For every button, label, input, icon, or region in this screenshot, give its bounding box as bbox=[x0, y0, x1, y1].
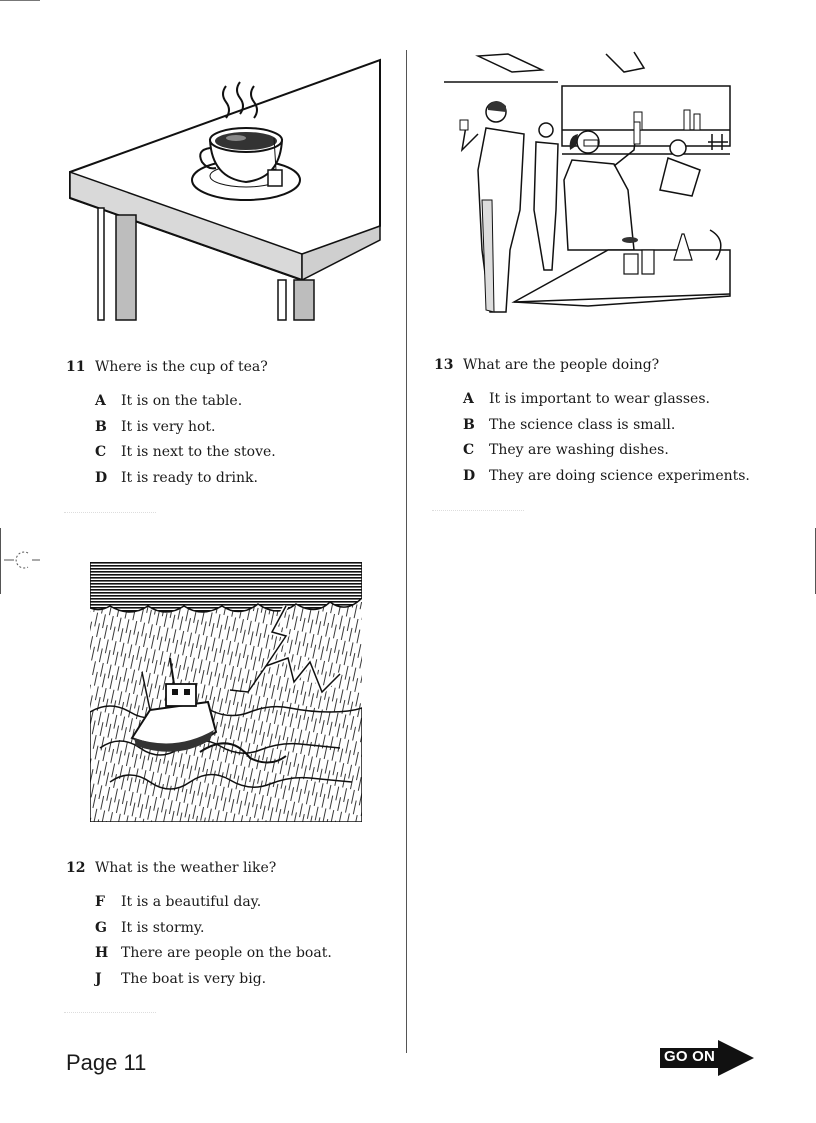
choice-text: It is stormy. bbox=[121, 920, 205, 936]
choice-text: They are doing science experiments. bbox=[489, 468, 750, 484]
choice-letter: B bbox=[463, 417, 475, 433]
faint-rule bbox=[432, 510, 524, 512]
choice-letter: J bbox=[95, 971, 102, 987]
choice-text: They are washing dishes. bbox=[489, 442, 669, 458]
tea-cup-illustration bbox=[66, 58, 384, 322]
question-prompt: What is the weather like? bbox=[95, 860, 277, 876]
question-number: 12 bbox=[66, 860, 86, 876]
choice-text: There are people on the boat. bbox=[121, 945, 332, 961]
choice-text: It is next to the stove. bbox=[121, 444, 276, 460]
go-on-label: GO ON bbox=[664, 1048, 716, 1065]
choice-letter: D bbox=[463, 468, 476, 484]
choice-text: It is important to wear glasses. bbox=[489, 391, 710, 407]
question-prompt: What are the people doing? bbox=[463, 357, 660, 373]
registration-mark bbox=[4, 548, 40, 572]
choice-letter: B bbox=[95, 419, 107, 435]
page-number: Page 11 bbox=[66, 1050, 147, 1075]
choice-letter: A bbox=[95, 393, 106, 409]
choice-letter: C bbox=[463, 442, 475, 458]
science-lab-illustration bbox=[438, 50, 732, 322]
choice-letter: F bbox=[95, 894, 105, 910]
choice-text: It is on the table. bbox=[121, 393, 243, 409]
choice-text: It is ready to drink. bbox=[121, 470, 258, 486]
choice-letter: D bbox=[95, 470, 108, 486]
faint-rule bbox=[64, 1012, 156, 1014]
question-number: 11 bbox=[66, 359, 86, 375]
corner-crop-mark bbox=[0, 0, 40, 1]
choice-letter: G bbox=[95, 920, 107, 936]
choice-text: The boat is very big. bbox=[121, 971, 267, 987]
left-margin-tick bbox=[0, 528, 1, 594]
question-number: 13 bbox=[434, 357, 454, 373]
choice-text: The science class is small. bbox=[489, 417, 676, 433]
go-on-button[interactable] bbox=[660, 1040, 754, 1076]
faint-rule bbox=[64, 512, 156, 514]
storm-illustration bbox=[90, 562, 362, 822]
column-divider bbox=[406, 50, 407, 1053]
choice-letter: C bbox=[95, 444, 107, 460]
choice-letter: A bbox=[463, 391, 474, 407]
question-prompt: Where is the cup of tea? bbox=[95, 359, 268, 375]
choice-text: It is a beautiful day. bbox=[121, 894, 262, 910]
choice-letter: H bbox=[95, 945, 109, 961]
choice-text: It is very hot. bbox=[121, 419, 216, 435]
